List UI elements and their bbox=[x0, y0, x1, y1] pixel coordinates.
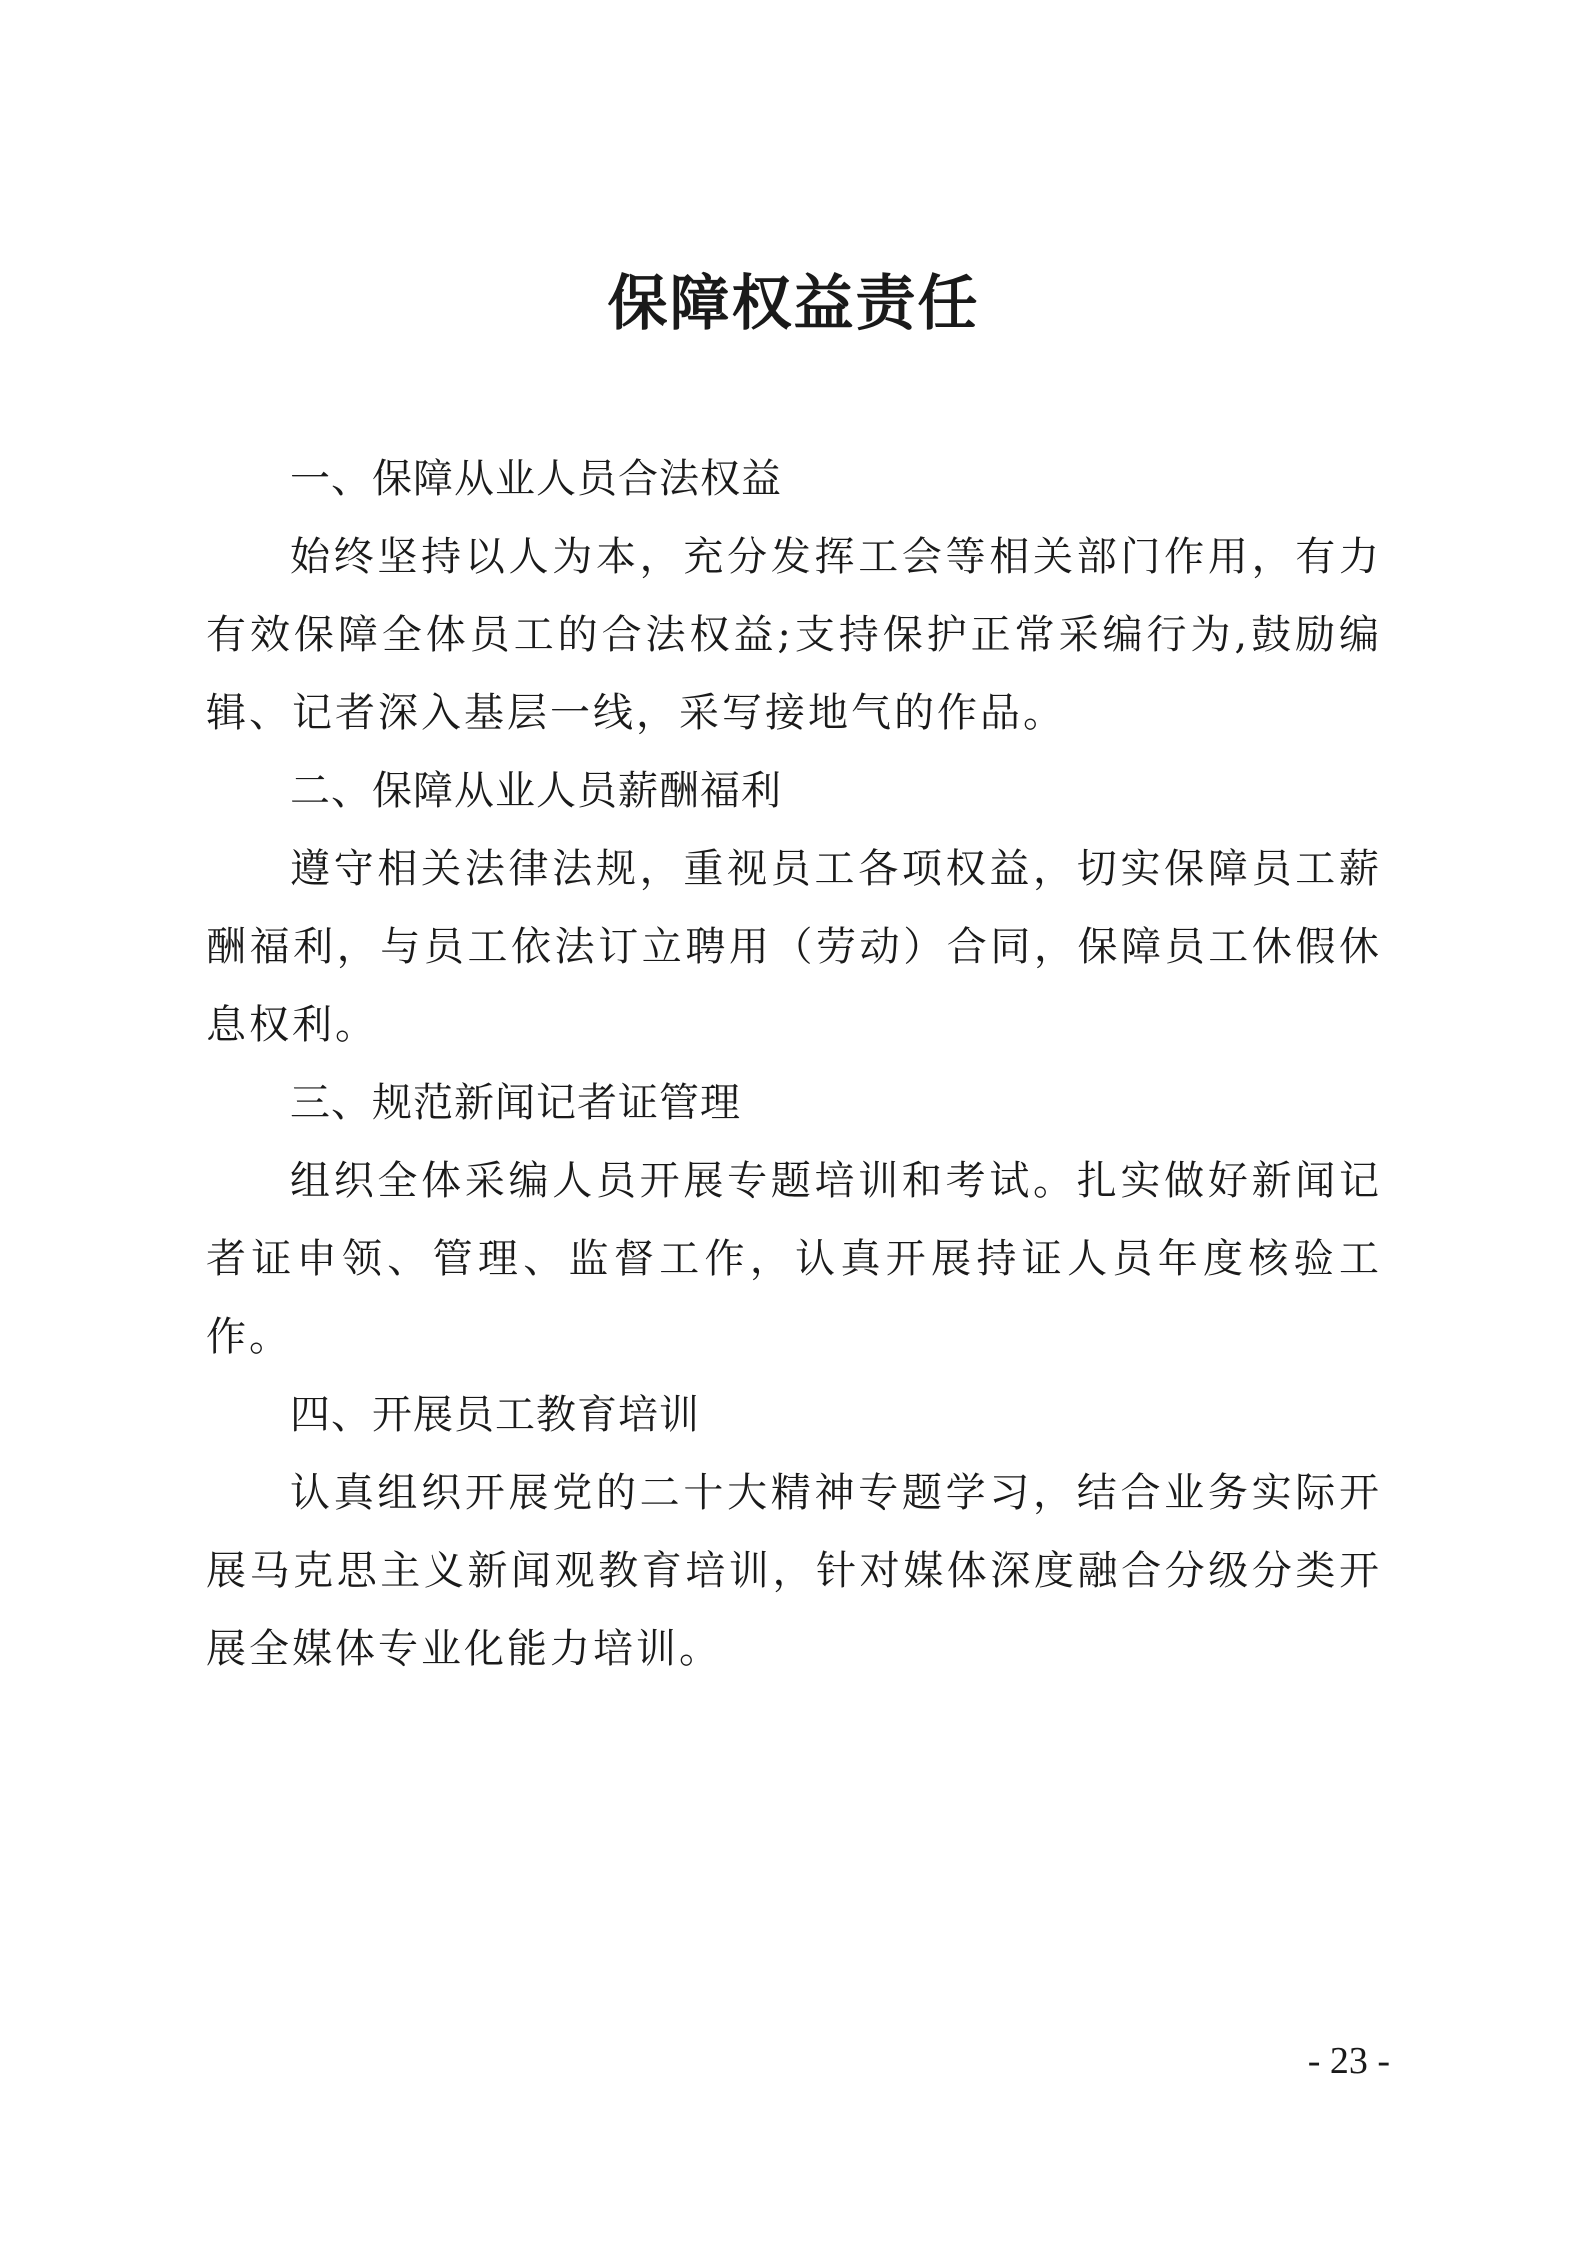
section-3 bbox=[206, 1064, 1382, 1376]
document-body bbox=[206, 440, 1382, 1688]
section-paragraph: 组织全体采编人员开展专题培训和考试。扎实做好新闻记者证申领、管理、监督工作，认真开展持证人员年度核验工作。 bbox=[206, 1158, 1382, 1360]
section-4 bbox=[206, 1376, 1382, 1688]
section-heading: 一、保障从业人员合法权益 bbox=[290, 456, 782, 502]
section-heading: 二、保障从业人员薪酬福利 bbox=[290, 768, 782, 814]
section-paragraph: 认真组织开展党的二十大精神专题学习，结合业务实际开展马克思主义新闻观教育培训，针对媒体深度融合分级分类开展全媒体专业化能力培训。 bbox=[206, 1470, 1382, 1672]
page-number: - 23 - bbox=[1307, 2040, 1390, 2082]
page-title: 保障权益责任 bbox=[607, 269, 980, 339]
section-paragraph: 始终坚持以人为本，充分发挥工会等相关部门作用，有力有效保障全体员工的合法权益;支持保护正常采编行为,鼓励编辑、记者深入基层一线，采写接地气的作品。 bbox=[206, 534, 1382, 736]
section-heading: 四、开展员工教育培训 bbox=[290, 1392, 700, 1438]
section-2 bbox=[206, 752, 1382, 1064]
section-heading: 三、规范新闻记者证管理 bbox=[290, 1080, 741, 1126]
section-paragraph: 遵守相关法律法规，重视员工各项权益，切实保障员工薪酬福利，与员工依法订立聘用（劳动）合同，保障员工休假休息权利。 bbox=[206, 846, 1382, 1048]
section-1 bbox=[206, 440, 1382, 752]
